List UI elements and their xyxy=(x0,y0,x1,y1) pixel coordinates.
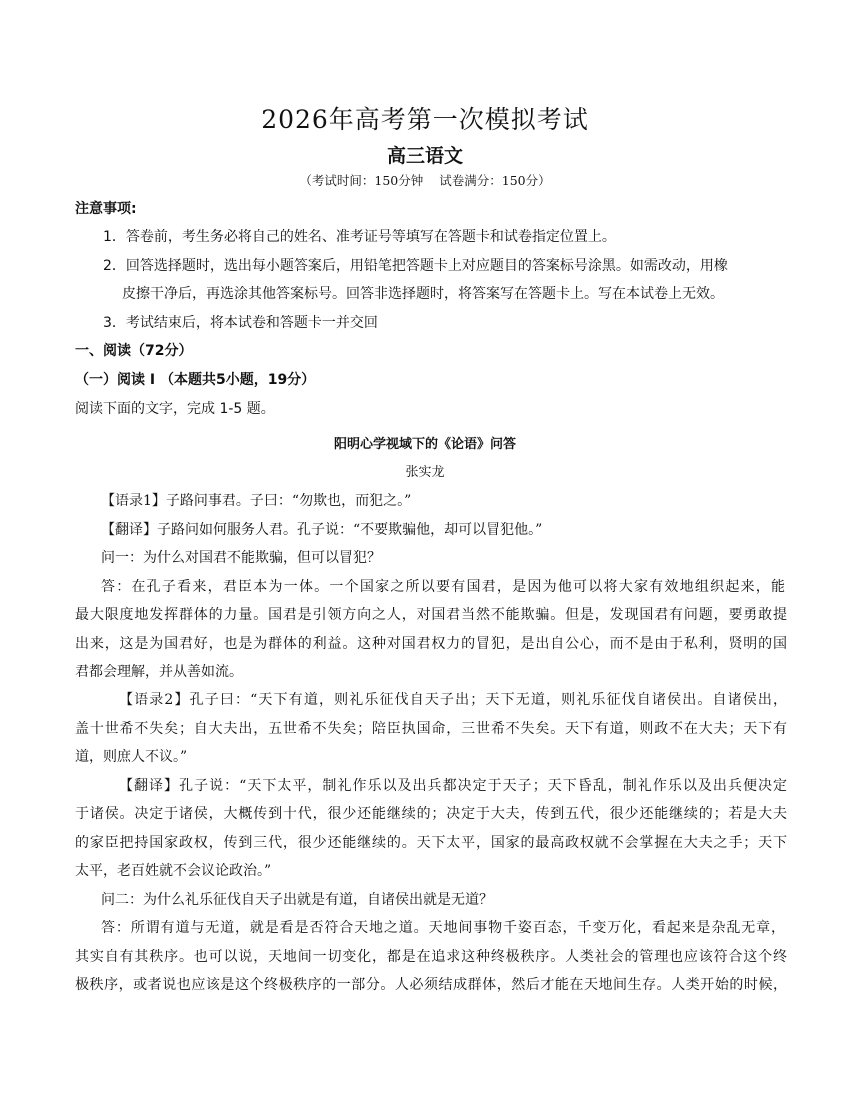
notice-heading: 注意事项: xyxy=(75,201,137,217)
section-instruction: 阅读下面的文字，完成 1-5 题。 xyxy=(75,401,275,417)
article-author: 张实龙 xyxy=(405,465,445,480)
notice-item-2-cont: 皮擦干净后，再选涂其他答案标号。回答非选择题时，将答案写在答题卡上。写在本试卷上无效。 xyxy=(122,286,724,302)
section-heading: 一、阅读（72分） xyxy=(75,343,193,359)
notice-item-3: 3．考试结束后，将本试卷和答题卡一并交回 xyxy=(103,315,378,331)
article-line: 的家臣把持国家政权，传到三代，很少还能继续的。天下太平，国家的最高政权就不会掌握在大夫之手；天下 xyxy=(75,835,787,851)
article-line: 【语录1】子路问事君。子曰：“勿欺也，而犯之。” xyxy=(101,493,412,509)
article-line: 问一：为什么对国君不能欺骗，但可以冒犯？ xyxy=(101,550,381,566)
article-line: 最大限度地发挥群体的力量。国君是引领方向之人，对国君当然不能欺骗。但是，发现国君有问题，要勇敢提 xyxy=(75,607,787,623)
article-line: 问二：为什么礼乐征伐自天子出就是有道，自诸侯出就是无道？ xyxy=(101,892,493,908)
exam-time: （考试时间：150分钟 xyxy=(299,173,424,188)
notice-item-2: 2．回答选择题时，选出每小题答案后，用铅笔把答题卡上对应题目的答案标号涂黑。如需改动，用橡 xyxy=(103,258,728,274)
article-line: 答：在孔子看来，君臣本为一体。一个国家之所以要有国君，是因为他可以将大家有效地组织起来，能 xyxy=(101,579,785,595)
article-line: 【翻译】子路问如何服务人君。孔子说：“不要欺骗他，却可以冒犯他。” xyxy=(101,522,543,538)
article-line: 于诸侯。决定于诸侯，大概传到十代，很少还能继续的；决定于大夫，传到五代，很少还能继续的；若是大夫 xyxy=(75,806,787,822)
article-line: 【翻译】孔子说：“天下太平，制礼作乐以及出兵都决定于天子；天下昏乱，制礼作乐以及出兵便决定 xyxy=(119,778,787,794)
article-line: 【语录2】孔子曰：“天下有道，则礼乐征伐自天子出；天下无道，则礼乐征伐自诸侯出。自诸侯出， xyxy=(119,692,787,708)
exam-score: 试卷满分：150分） xyxy=(439,173,551,188)
article-line: 君都会理解，并从善如流。 xyxy=(75,664,243,680)
notice-item-1: 1．答卷前，考生务必将自己的姓名、准考证号等填写在答题卡和试卷指定位置上。 xyxy=(103,229,616,245)
exam-subject: 高三语文 xyxy=(386,145,463,167)
article-line: 答：所谓有道与无道，就是看是否符合天地之道。天地间事物千姿百态，千变万化，看起来是杂乱无章， xyxy=(101,920,785,936)
article-title: 阳明心学视域下的《论语》问答 xyxy=(333,437,516,452)
article-line: 太平，老百姓就不会议论政治。” xyxy=(75,863,272,879)
article-line: 盖十世希不失矣；自大夫出，五世希不失矣；陪臣执国命，三世希不失矣。天下有道，则政不在大夫；天下有 xyxy=(75,721,787,737)
article-line: 道，则庶人不议。” xyxy=(75,749,188,765)
exam-title: 2026年高考第一次模拟考试 xyxy=(261,105,589,134)
article-line: 极秩序，或者说也应该是这个终极秩序的一部分。人必须结成群体，然后才能在天地间生存。人类开始的时候， xyxy=(75,977,787,993)
article-line: 其实自有其秩序。也可以说，天地间一切变化，都是在追求这种终极秩序。人类社会的管理也应该符合这个终 xyxy=(75,949,787,965)
article-line: 出来，这是为国君好，也是为群体的利益。这种对国君权力的冒犯，是出自公心，而不是由于私利，贤明的国 xyxy=(75,636,787,652)
exam-meta xyxy=(0,171,850,189)
section-subheading: （一）阅读 I （本题共5小题，19分） xyxy=(75,372,316,388)
